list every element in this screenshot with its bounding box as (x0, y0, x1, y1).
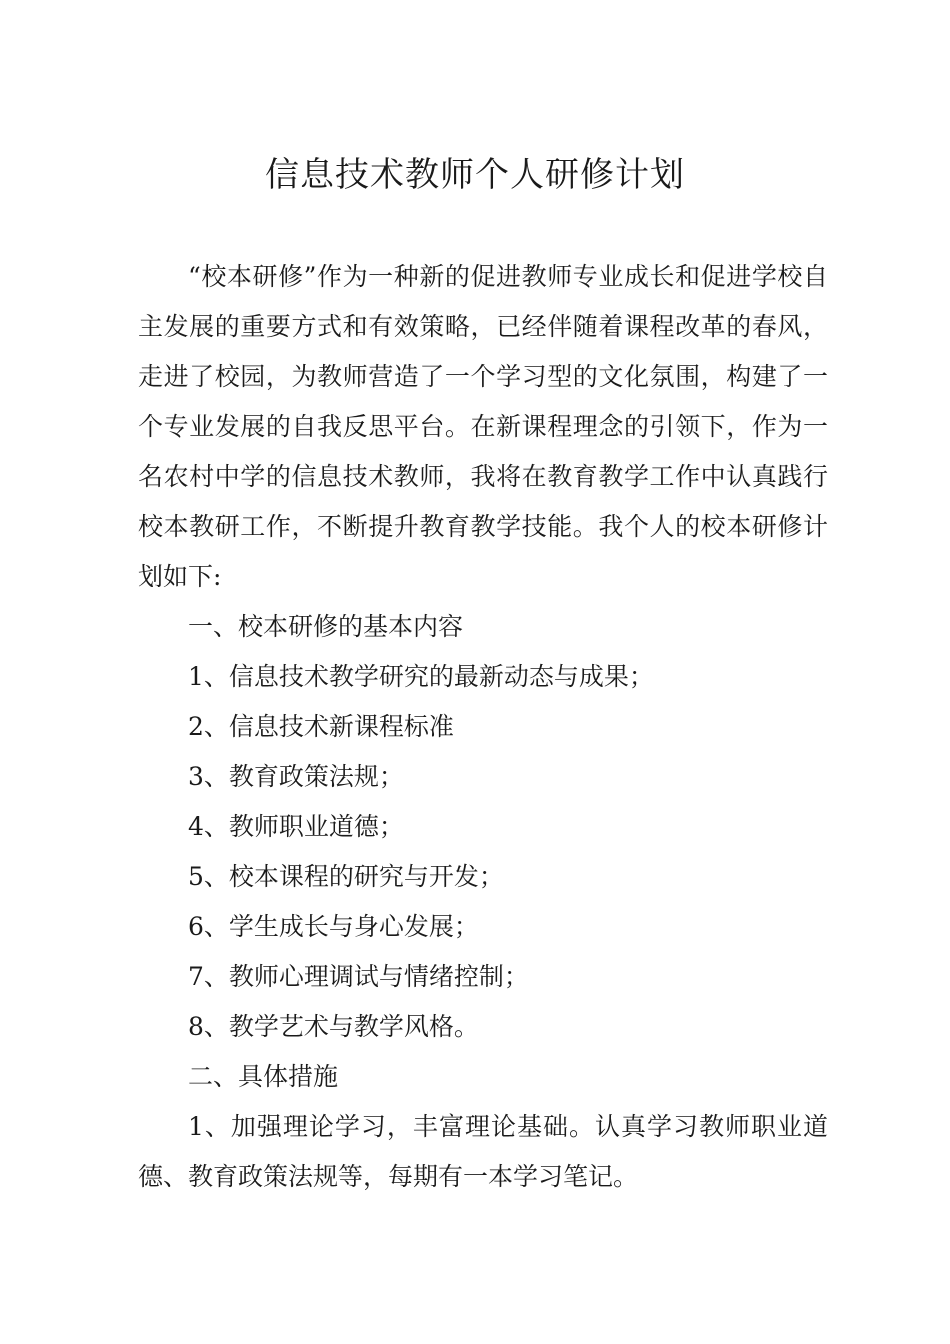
section-heading-basic-content: 一、校本研修的基本内容 (188, 612, 464, 641)
list-item: 1、信息技术教学研究的最新动态与成果； (188, 662, 654, 691)
intro-paragraph: “校本研修”作为一种新的促进教师专业成长和促进学校自主发展的重要方式和有效策略，已经伴随着课程改革的春风，走进了校园，为教师营造了一个学习型的文化氛围，构建了一个专业发展的自我反思平台。在新课程理念的引领下，作为一名农村中学的信息技术教师，我将在教育教学工作中认真践行校本教研工作，不断提升教育教学技能。我个人的校本研修计划如下: (138, 262, 828, 591)
list-item: 8、教学艺术与教学风格。 (188, 1012, 479, 1041)
list-item: 5、校本课程的研究与开发； (188, 862, 504, 891)
document-body (138, 252, 828, 1202)
list-item: 6、学生成长与身心发展； (188, 912, 479, 941)
section-heading-measures: 二、具体措施 (188, 1062, 339, 1091)
list-item: 7、教师心理调试与情绪控制； (188, 962, 529, 991)
list-item: 2、信息技术新课程标准 (188, 712, 454, 741)
list-item: 3、教育政策法规； (188, 762, 404, 791)
document-title: 信息技术教师个人研修计划 (265, 155, 685, 195)
list-item: 4、教师职业道德； (188, 812, 404, 841)
measure-paragraph: 1、加强理论学习，丰富理论基础。认真学习教师职业道德、教育政策法规等，每期有一本学习笔记。 (138, 1112, 828, 1191)
